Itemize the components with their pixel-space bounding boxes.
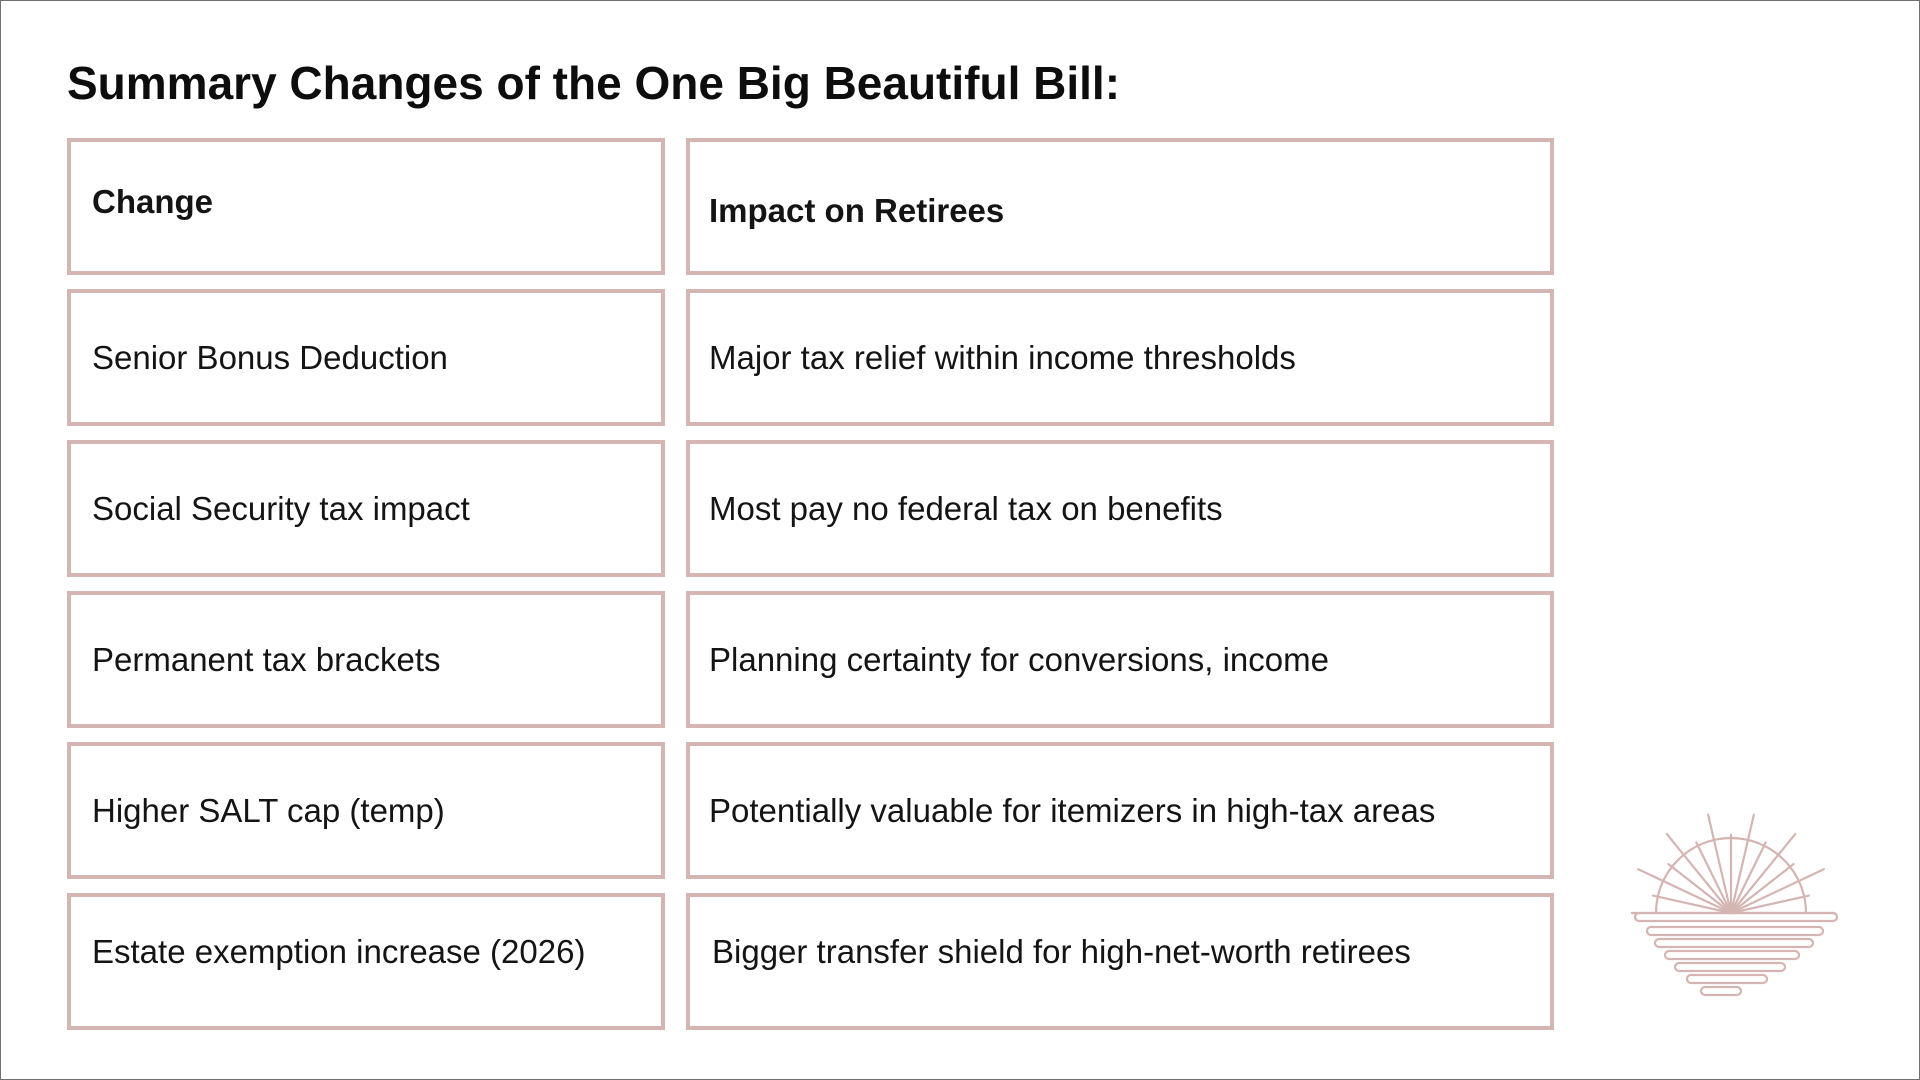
water-line [1701,987,1741,995]
cell-text: Social Security tax impact [92,489,470,527]
cell-text: Bigger transfer shield for high-net-worth retirees [712,932,1411,970]
table-cell-change [67,289,665,426]
slide-title: Summary Changes of the One Big Beautiful Bill: [67,57,1121,109]
water-line [1687,975,1767,983]
water-line [1655,939,1813,947]
cell-text: Higher SALT cap (temp) [92,791,445,829]
table-cell-change [67,893,665,1030]
table-cell-change [67,742,665,879]
table-cell-impact [686,591,1554,728]
table-header-change [67,138,665,275]
cell-text: Permanent tax brackets [92,640,441,678]
water-line [1675,963,1785,971]
cell-text: Senior Bonus Deduction [92,338,448,376]
table-cell-impact [686,440,1554,577]
cell-text: Potentially valuable for itemizers in high-tax areas [709,791,1436,829]
cell-text: Major tax relief within income thresholds [709,338,1296,376]
sunset-over-water-icon [1631,801,1841,1006]
cell-text: Planning certainty for conversions, income [709,640,1329,678]
cell-text: Most pay no federal tax on benefits [709,489,1223,527]
header-label: Change [92,182,214,220]
table-cell-impact [686,893,1554,1030]
table-cell-impact [686,742,1554,879]
table-cell-impact [686,289,1554,426]
table-cell-change [67,591,665,728]
water-line [1665,951,1799,959]
table-cell-change [67,440,665,577]
water-line [1647,927,1823,935]
table-header-impact [686,138,1554,275]
water-line [1635,913,1837,921]
header-label: Impact on Retirees [709,191,1005,229]
cell-text: Estate exemption increase (2026) [92,932,586,970]
